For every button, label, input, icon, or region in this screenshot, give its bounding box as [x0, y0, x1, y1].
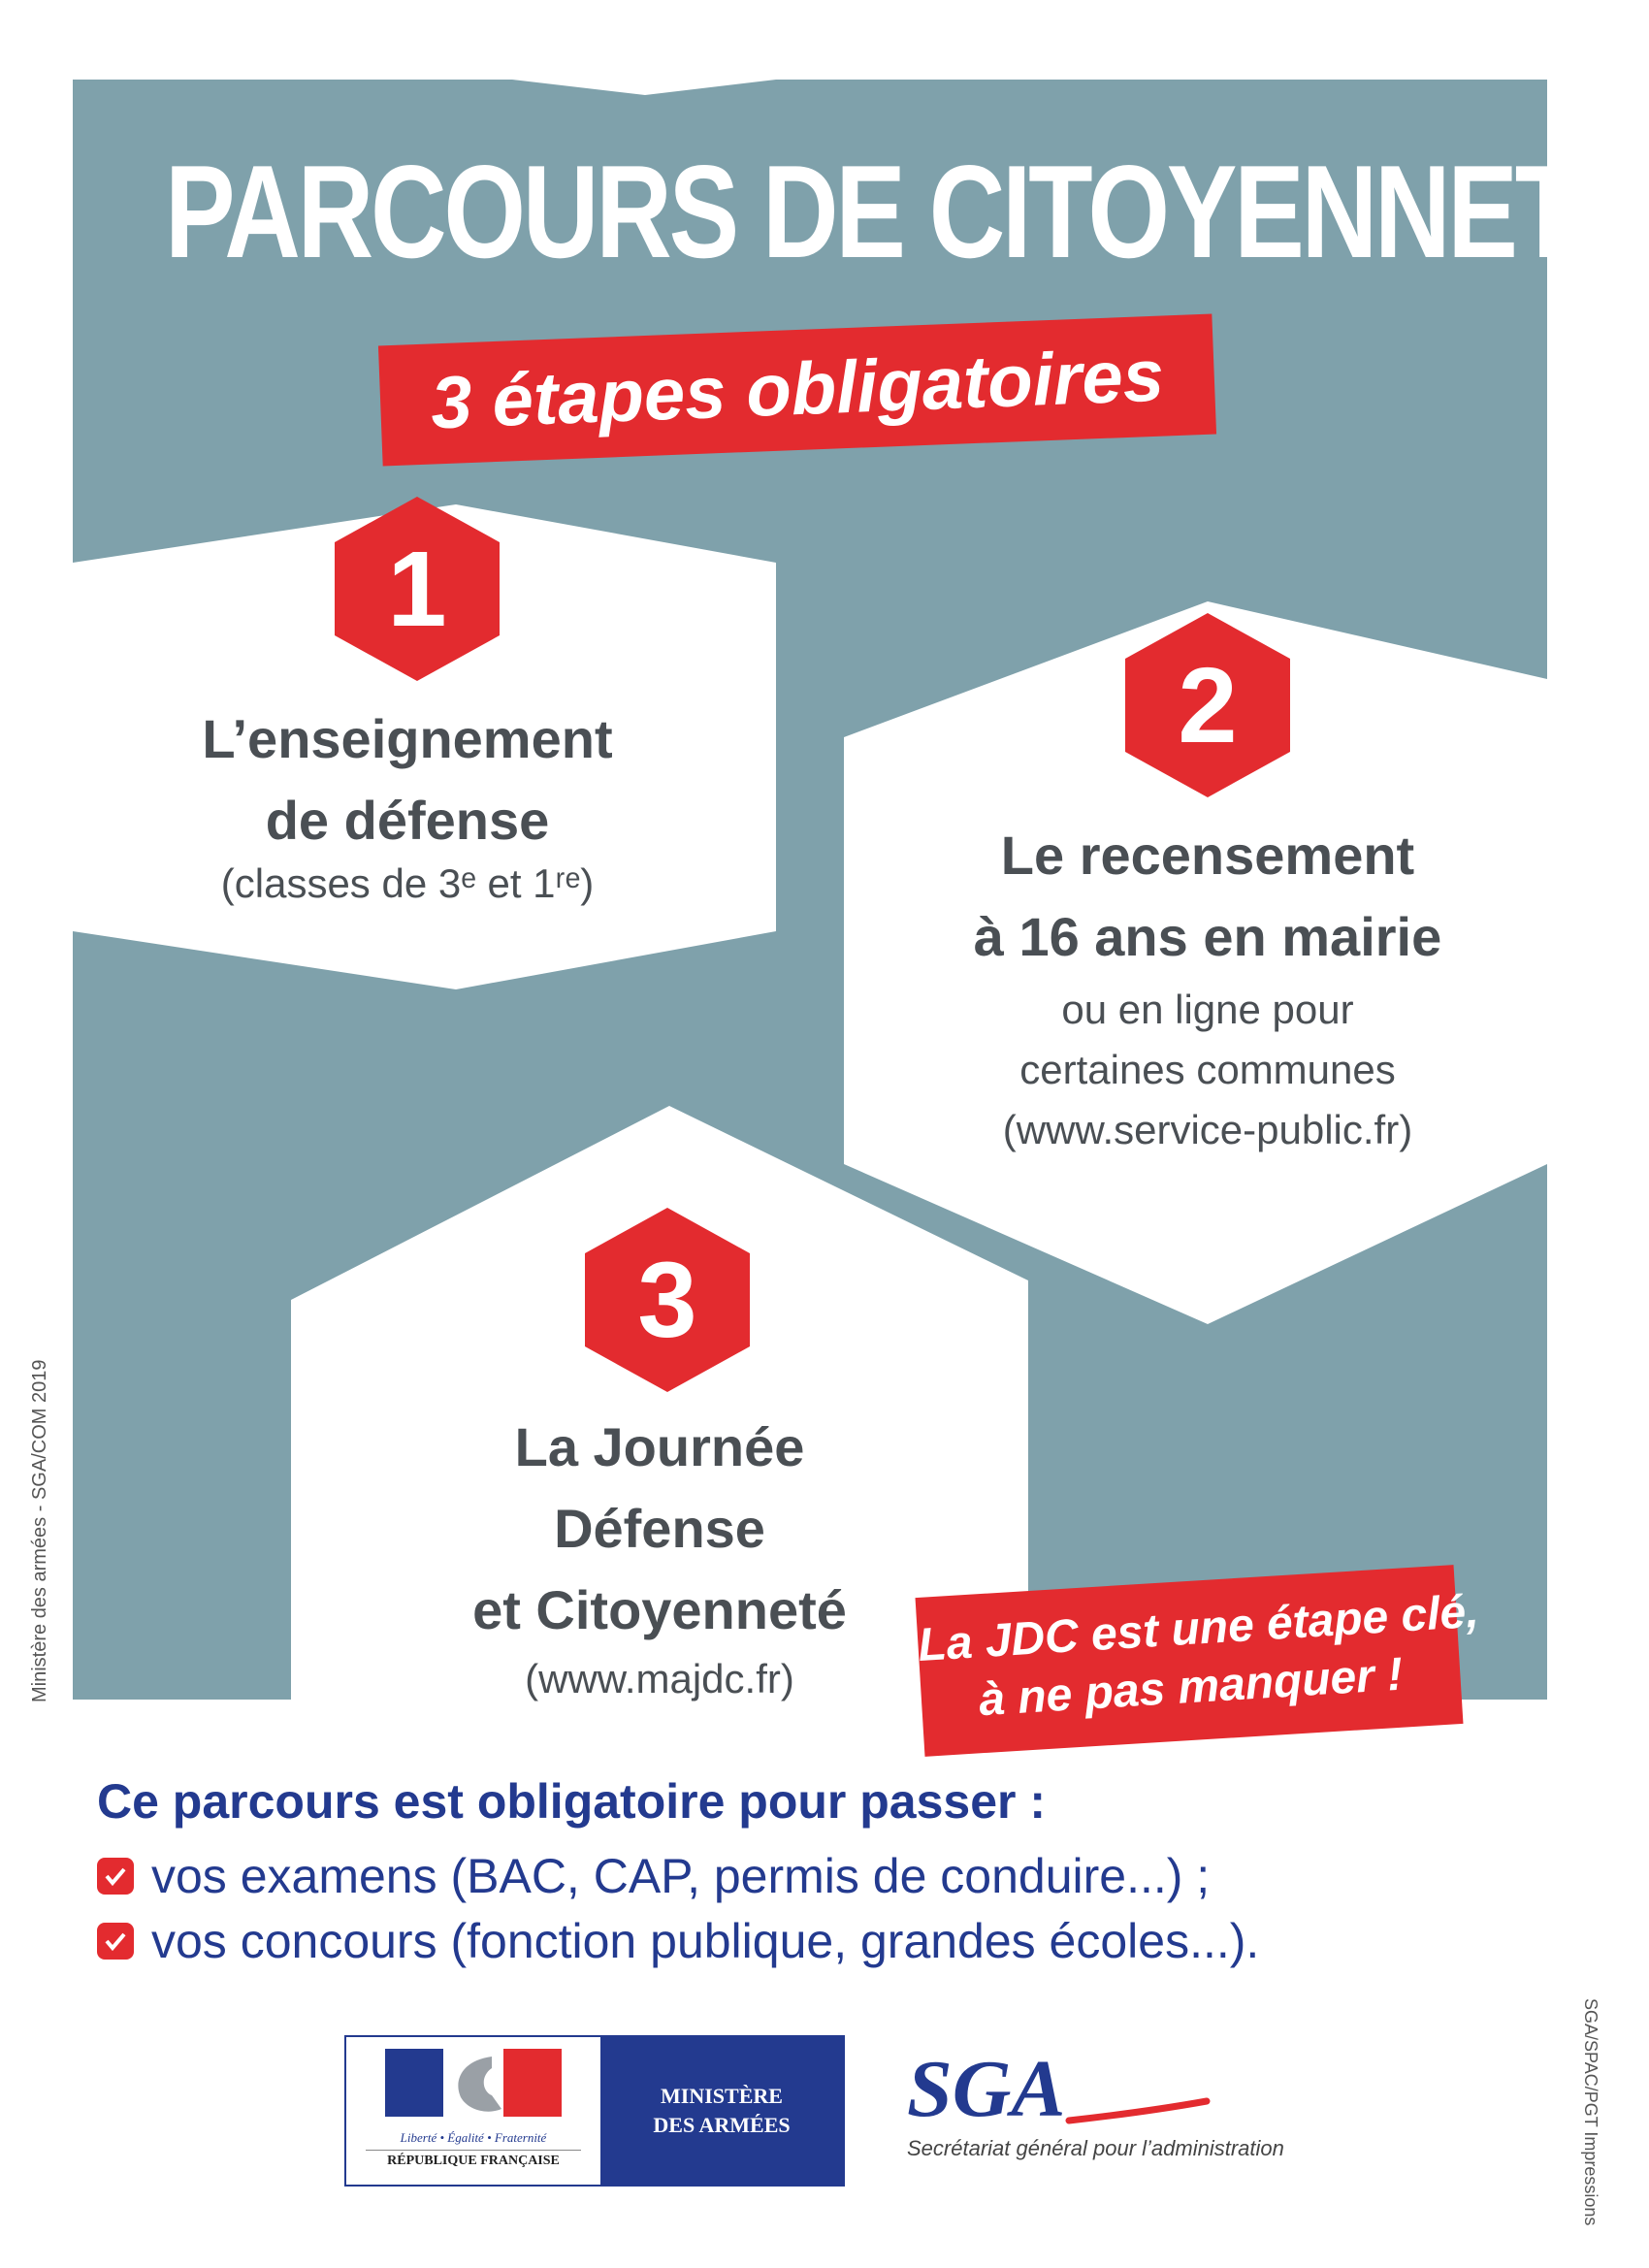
sga-logo [907, 2044, 1284, 2161]
step-1-title-line: de défense [265, 790, 550, 851]
print-credit: SGA/SPAC/PGT Impressions [1581, 1998, 1600, 2226]
step-3-title-line: Défense [554, 1498, 765, 1559]
checkmark-icon [97, 1923, 134, 1960]
devise-text: Liberté • Égalité • Fraternité [400, 2130, 547, 2145]
jdc-callout-line: La JDC est une étape clé, [916, 1585, 1480, 1671]
step-3-subtitle: (www.majdc.fr) [525, 1656, 794, 1701]
step-2-subtitle-line: ou en ligne pour [1061, 987, 1354, 1032]
subtitle-banner: 3 étapes obligatoires [378, 314, 1216, 467]
step-2-number: 2 [1178, 645, 1238, 765]
footer-item-text: vos examens (BAC, CAP, permis de conduire...) ; [151, 1849, 1211, 1903]
step-1-number: 1 [387, 529, 447, 649]
step-1-title [116, 698, 698, 861]
republique-text: RÉPUBLIQUE FRANÇAISE [366, 2150, 581, 2169]
step-2-number-badge [1125, 613, 1290, 797]
jdc-callout-line: à ne pas manquer ! [977, 1648, 1405, 1727]
side-credit: Ministère des armées - SGA/COM 2019 [29, 1359, 50, 1702]
marianne-icon [346, 2037, 600, 2130]
ministere-armees-logo [344, 2035, 845, 2187]
ministere-line: MINISTÈRE [661, 2084, 783, 2108]
sga-subtitle: Secrétariat général pour l’administration [907, 2136, 1284, 2160]
step-1-subtitle: (classes de 3ᵉ et 1ʳᵉ) [220, 860, 595, 906]
step-1-number-badge [335, 497, 500, 681]
ministere-label [600, 2037, 843, 2185]
step-2-title [917, 815, 1499, 978]
footer-item [97, 1848, 1210, 1904]
footer-item-text: vos concours (fonction publique, grandes écoles...). [151, 1914, 1260, 1968]
step-2-subtitle-line: certaines communes [1019, 1047, 1396, 1092]
step-3-title-line: et Citoyenneté [472, 1579, 847, 1640]
jdc-callout-banner [916, 1565, 1480, 1757]
poster-title: PARCOURS DE CITOYENNETÉ [165, 138, 1644, 285]
ministere-line: DES ARMÉES [653, 2113, 791, 2137]
step-2-subtitle-line: (www.service-public.fr) [1002, 1107, 1413, 1152]
footer-item [97, 1913, 1259, 1969]
checkmark-icon [97, 1858, 134, 1895]
step-2-title-line: Le recensement [1000, 825, 1415, 886]
step-3-title [369, 1407, 951, 1651]
step-2-title-line: à 16 ans en mairie [973, 906, 1442, 967]
marianne-logo [346, 2037, 600, 2185]
sga-wordmark: SGA [907, 2044, 1066, 2134]
step-3-number: 3 [637, 1240, 697, 1360]
step-1-title-line: L’enseignement [202, 708, 613, 769]
footer-heading: Ce parcours est obligatoire pour passer : [97, 1774, 1047, 1829]
step-2-subtitle [917, 980, 1499, 1160]
sga-swoosh-icon [1065, 2072, 1211, 2130]
step-3-number-badge [585, 1208, 750, 1392]
step-3-title-line: La Journée [514, 1416, 805, 1477]
